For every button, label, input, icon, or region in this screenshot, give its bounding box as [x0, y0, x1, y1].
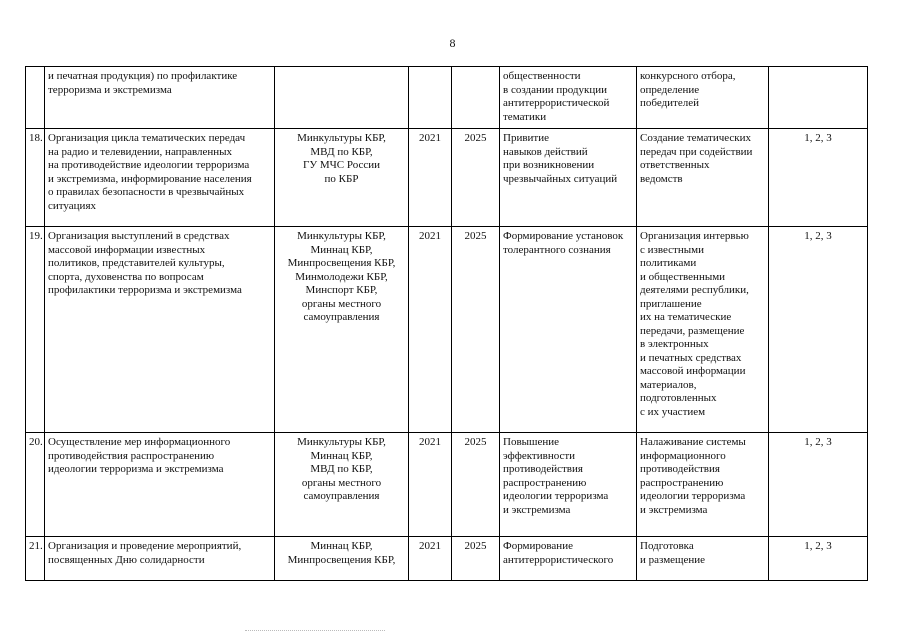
event-cell: Осуществление мер информационного противодействия распространению идеологии терроризма и экстремизма — [45, 433, 275, 537]
end-year-cell: 2025 — [452, 537, 500, 581]
indicator-cell: Подготовка и размещение — [637, 537, 769, 581]
row-number — [26, 67, 45, 129]
tasks-cell: 1, 2, 3 — [769, 129, 868, 227]
start-year-cell: 2021 — [409, 433, 452, 537]
indicator-cell: Налаживание системы информационного противодействия распространению идеологии терроризма и экстремизма — [637, 433, 769, 537]
program-events-table — [25, 66, 868, 581]
result-cell: Формирование антитеррористического — [500, 537, 637, 581]
table-row — [26, 537, 868, 581]
executors-cell: Минкультуры КБР, Миннац КБР, МВД по КБР, органы местного самоуправления — [275, 433, 409, 537]
event-cell: Организация выступлений в средствах массовой информации известных политиков, представителей культуры, спорта, духовенства по вопросам профилактики терроризма и экстремизма — [45, 227, 275, 433]
table-row — [26, 227, 868, 433]
result-cell: общественности в создании продукции антитеррористической тематики — [500, 67, 637, 129]
executors-cell: Миннац КБР, Минпросвещения КБР, — [275, 537, 409, 581]
tasks-cell — [769, 67, 868, 129]
start-year-cell — [409, 67, 452, 129]
row-number: 21. — [26, 537, 45, 581]
indicator-cell: конкурсного отбора, определение победителей — [637, 67, 769, 129]
end-year-cell: 2025 — [452, 433, 500, 537]
page-number: 8 — [449, 36, 456, 50]
table-row — [26, 433, 868, 537]
end-year-cell — [452, 67, 500, 129]
row-number: 18. — [26, 129, 45, 227]
result-cell: Повышение эффективности противодействия распространению идеологии терроризма и экстремизма — [500, 433, 637, 537]
start-year-cell: 2021 — [409, 129, 452, 227]
event-cell: Организация и проведение мероприятий, посвященных Дню солидарности — [45, 537, 275, 581]
executors-cell: Минкультуры КБР, МВД по КБР, ГУ МЧС России по КБР — [275, 129, 409, 227]
tasks-cell: 1, 2, 3 — [769, 433, 868, 537]
event-cell: Организация цикла тематических передач на радио и телевидении, направленных на противодействие идеологии терроризма и экстремизма, информирование населения о правилах безопасности в чрезвычайных ситуациях — [45, 129, 275, 227]
bottom-edge-mark — [245, 630, 385, 632]
executors-cell: Минкультуры КБР, Миннац КБР, Минпросвещения КБР, Минмолодежи КБР, Минспорт КБР, органы местного самоуправления — [275, 227, 409, 433]
indicator-cell: Создание тематических передач при содействии ответственных ведомств — [637, 129, 769, 227]
table-row — [26, 67, 868, 129]
event-cell: и печатная продукция) по профилактике терроризма и экстремизма — [45, 67, 275, 129]
end-year-cell: 2025 — [452, 227, 500, 433]
row-number: 20. — [26, 433, 45, 537]
tasks-cell: 1, 2, 3 — [769, 227, 868, 433]
executors-cell — [275, 67, 409, 129]
indicator-cell: Организация интервью с известными политиками и общественными деятелями республики, приглашение их на тематические передачи, размещение в электронных и печатных средствах массовой информации материалов, подготовленных с их участием — [637, 227, 769, 433]
start-year-cell: 2021 — [409, 537, 452, 581]
row-number: 19. — [26, 227, 45, 433]
start-year-cell: 2021 — [409, 227, 452, 433]
end-year-cell: 2025 — [452, 129, 500, 227]
result-cell: Привитие навыков действий при возникновении чрезвычайных ситуаций — [500, 129, 637, 227]
result-cell: Формирование установок толерантного сознания — [500, 227, 637, 433]
table-row — [26, 129, 868, 227]
tasks-cell: 1, 2, 3 — [769, 537, 868, 581]
